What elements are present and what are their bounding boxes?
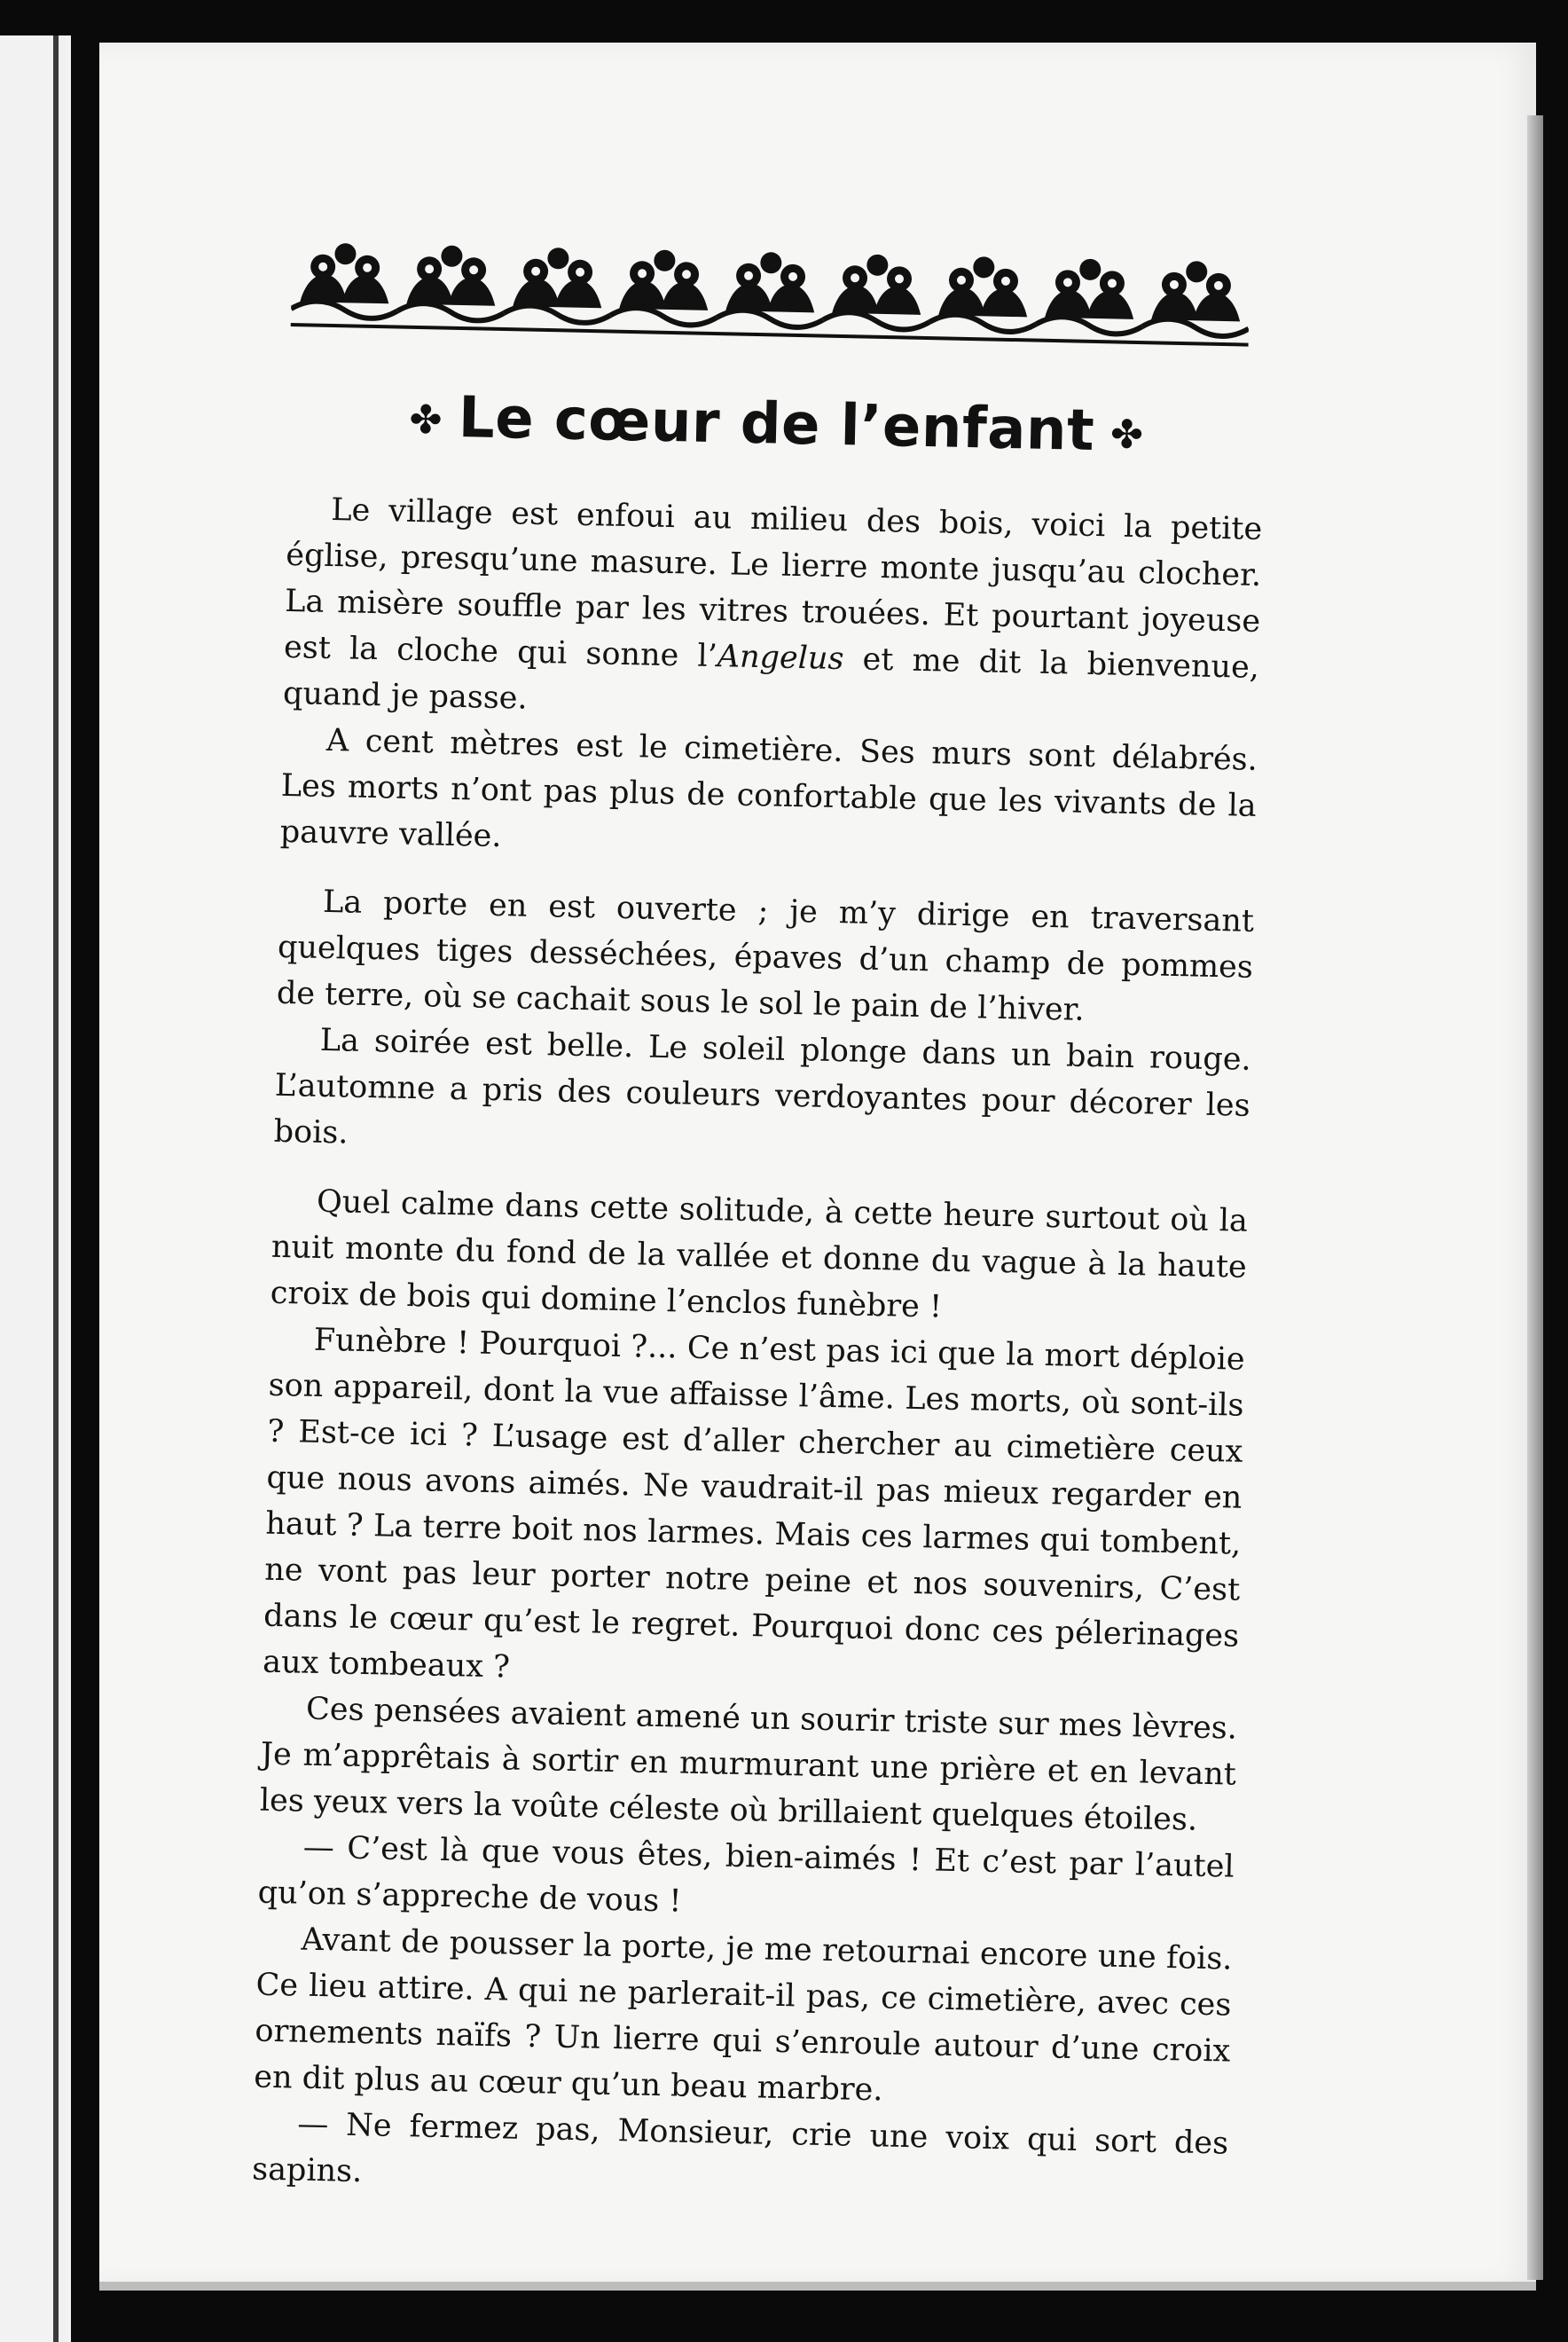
page-bottom-edge [99, 2282, 1536, 2291]
paragraph: La soirée est belle. Le soleil plonge dans un bain rouge. L’automne a pris des couleurs verdoyantes pour décorer les bois. [273, 1022, 1252, 1151]
chapter-title [288, 381, 1265, 468]
page-right-edge [1527, 115, 1543, 2280]
paragraph: — C’est là que vous êtes, bien-aimés ! Et c’est par l’autel qu’on s’appreche de vous ! [257, 1829, 1235, 1920]
paragraph: Le village est enfoui au milieu des bois, voici la petite église, presqu’une masure. Le lierre monte jusqu’au clocher. La misère souffle par les vitres trouées. Et pourtant joyeuse est la cloche qui sonne l’Angelus et me dit la bienvenue, quand je passe. [282, 491, 1263, 717]
ornament-left-icon: ✤ [409, 397, 443, 444]
chapter-title-text: Le cœur de l’enfant [458, 384, 1095, 464]
paragraph: Quel calme dans cette solitude, à cette heure surtout où la nuit monte du fond de la vallée et donne du vague à la haute croix de bois qui domine l’enclos funèbre ! [270, 1183, 1249, 1325]
italic-word: Angelus [717, 639, 844, 678]
ornament-right-icon: ✤ [1109, 412, 1144, 459]
facing-page-edge [0, 35, 59, 2342]
page-content [252, 231, 1268, 2213]
chapter-body [252, 486, 1263, 2213]
floral-band-icon [291, 231, 1250, 340]
paragraph: La porte en est ouverte ; je m’y dirige en traversant quelques tiges desséchées, épaves d’un champ de pommes de terre, où se cachait sous le sol le pain de l’hiver. [276, 884, 1255, 1028]
paragraph: Funèbre ! Pourquoi ?... Ce n’est pas ici que la mort déploie son appareil, dont la vue affaisse l’âme. Les morts, où sont-ils ? Est-ce ici ? L’usage est d’aller chercher au cimetière ceux que nous avons aimés. Ne vaudrait-il pas mieux regarder en haut ? La terre boit nos larmes. Mais ces larmes qui tombent, ne vont pas leur porter notre peine et nos souvenirs, C’est dans le cœur qu’est le regret. Pourquoi donc ces pélerinages aux tombeaux ? [262, 1322, 1245, 1686]
paragraph: Avant de pousser la porte, je me retournai encore une fois. Ce lieu attire. A qui ne parlerait-il pas, ce cimetière, avec ces ornements naïfs ? Un lierre qui s’enroule autour d’une croix en dit plus au cœur qu’un beau marbre. [253, 1922, 1233, 2109]
paragraph: — Ne fermez pas, Monsieur, crie une voix qui sort des sapins. [251, 2106, 1229, 2190]
paragraph: Ces pensées avaient amené un sourir triste sur mes lèvres. Je m’apprêtais à sortir en murmurant une prière et en levant les yeux vers la voûte céleste où brillaient quelques étoiles. [259, 1691, 1238, 1838]
paragraph: A cent mètres est le cimetière. Ses murs sont délabrés. Les morts n’ont pas plus de confortable que les vivants de la pauvre vallée. [279, 722, 1258, 855]
decorative-header-band [291, 231, 1250, 347]
